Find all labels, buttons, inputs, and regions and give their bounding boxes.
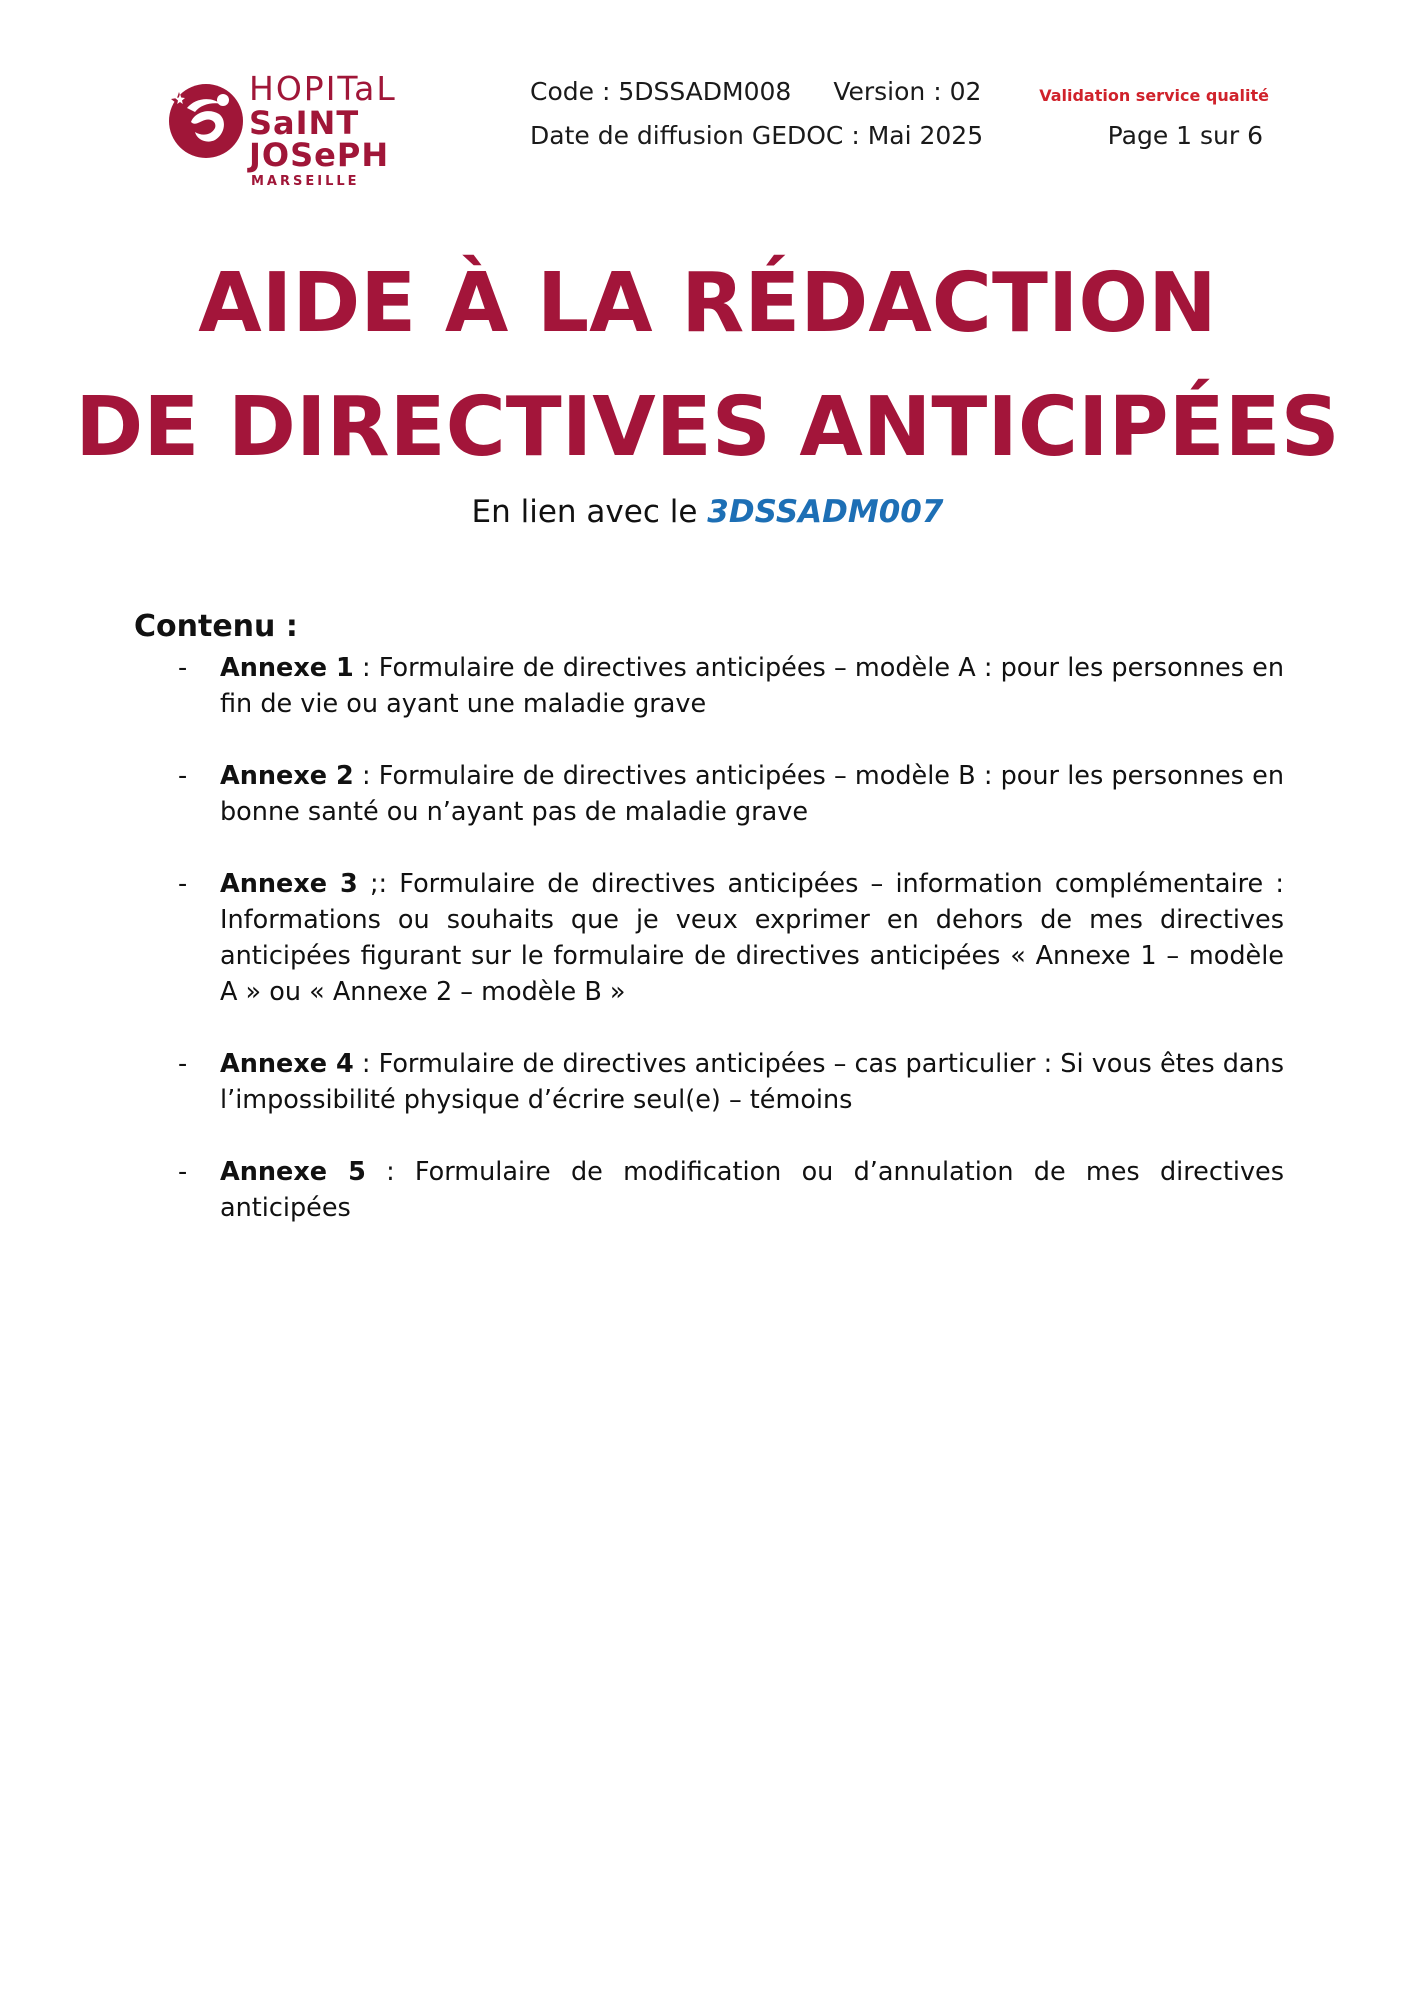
title-line-2: DE DIRECTIVES ANTICIPÉES <box>75 380 1340 475</box>
annex-label: Annexe 2 <box>220 761 354 791</box>
annex-description: : Formulaire de modification ou d’annulation de mes directives anticipées <box>220 1157 1285 1223</box>
annex-list <box>134 650 1284 1226</box>
document-right-meta <box>1035 70 1275 158</box>
annex-description: : Formulaire de directives anticipées – modèle A : pour les personnes en fin de vie ou ayant une maladie grave <box>220 653 1285 719</box>
annex-description: ;: Formulaire de directives anticipées – information complémentaire : Informations ou souhaits que je veux exprimer en dehors de mes directives anticipées figurant sur le formulaire de directives anticipées « Annexe 1 – modèle A » ou « Annexe 2 – modèle B » <box>220 869 1285 1007</box>
contents-section <box>134 604 1284 1262</box>
list-dash: - <box>178 1049 188 1079</box>
document-header <box>165 66 1275 189</box>
document-subtitle <box>0 490 1415 534</box>
logo-wordmark <box>249 69 507 189</box>
annex-item-1 <box>134 650 1284 722</box>
document-version: Version : 02 <box>833 77 982 106</box>
document-title <box>0 242 1415 490</box>
title-line-1: AIDE À LA RÉDACTION <box>198 256 1217 351</box>
logo-line-saint-joseph: SaINT JOSePH <box>249 104 390 174</box>
annex-label: Annexe 1 <box>220 653 354 683</box>
contents-heading: Contenu : <box>134 609 298 644</box>
validation-stamp: Validation service qualité <box>1039 86 1269 105</box>
annex-description: : Formulaire de directives anticipées – cas particulier : Si vous êtes dans l’impossibilité physique d’écrire seul(e) – témoins <box>220 1049 1285 1115</box>
annex-item-5 <box>134 1154 1284 1226</box>
diffusion-date: Date de diffusion GEDOC : Mai 2025 <box>530 121 984 150</box>
reference-code-link[interactable]: 3DSSADM007 <box>707 494 944 530</box>
hospital-logo <box>165 69 507 189</box>
list-dash: - <box>178 761 188 791</box>
annex-item-2 <box>134 758 1284 830</box>
list-dash: - <box>178 869 188 899</box>
annex-label: Annexe 4 <box>220 1049 354 1079</box>
annex-item-4 <box>134 1046 1284 1118</box>
list-dash: - <box>178 653 188 683</box>
code-version-line <box>530 70 983 114</box>
logo-line-marseille: MARSEILLE <box>251 174 360 189</box>
annex-label: Annexe 3 <box>220 869 358 899</box>
annex-item-3 <box>134 866 1284 1010</box>
page-number: Page 1 sur 6 <box>1107 121 1263 150</box>
list-dash: - <box>178 1157 188 1187</box>
document-code: Code : 5DSSADM008 <box>530 77 792 106</box>
logo-line-hopital: HOPITaL <box>249 69 397 108</box>
subtitle-prefix: En lien avec le <box>471 494 708 530</box>
annex-label: Annexe 5 <box>220 1157 366 1187</box>
hospital-emblem-icon <box>165 78 247 160</box>
annex-description: : Formulaire de directives anticipées – modèle B : pour les personnes en bonne santé ou n’ayant pas de maladie grave <box>220 761 1284 827</box>
document-meta <box>530 70 983 158</box>
